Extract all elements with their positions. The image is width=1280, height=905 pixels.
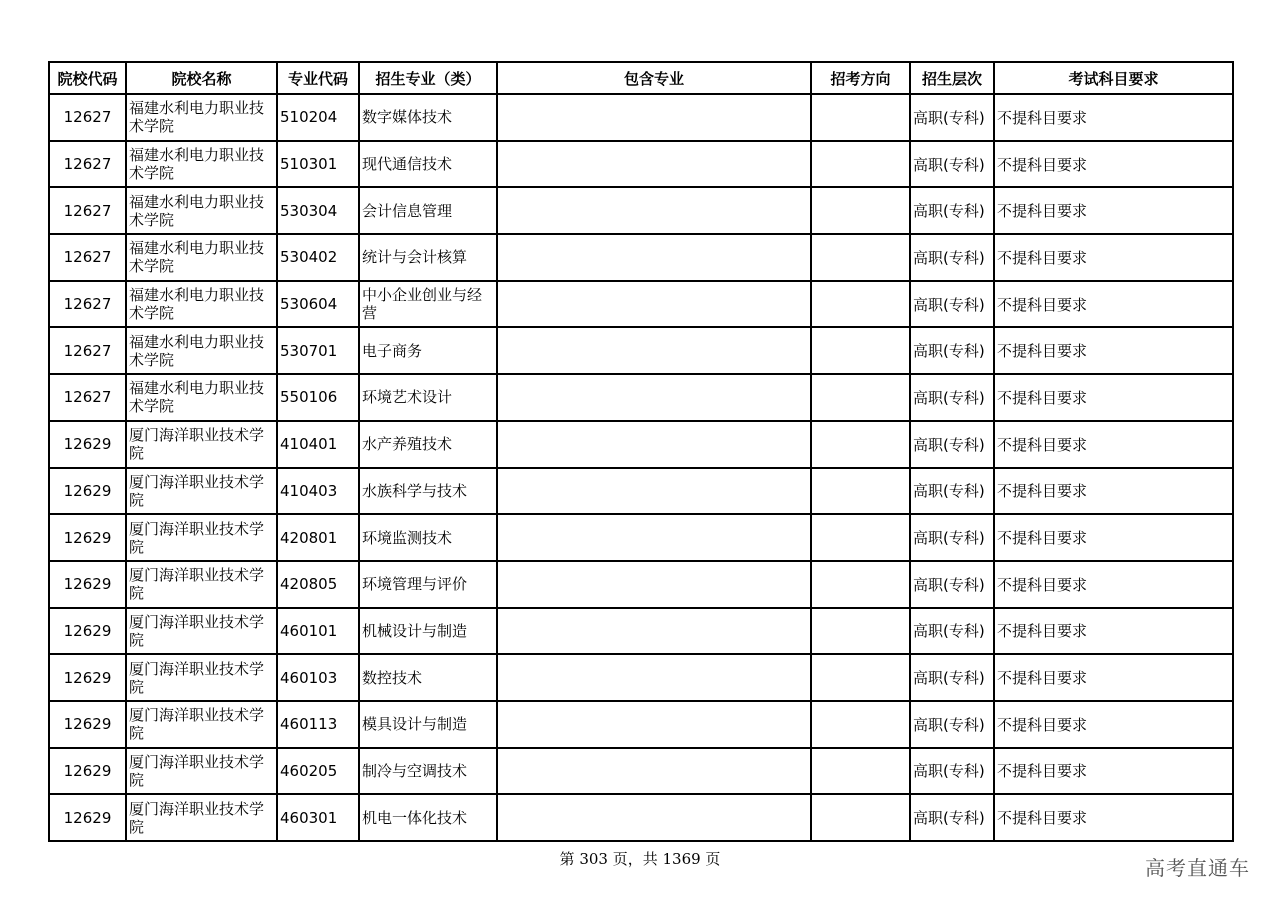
table-row <box>49 514 1233 561</box>
cell-direction <box>811 608 910 655</box>
cell-major: 会计信息管理 <box>359 187 497 234</box>
cell-school-code: 12629 <box>49 561 126 608</box>
cell-subject-requirement: 不提科目要求 <box>994 514 1233 561</box>
cell-school-name: 厦门海洋职业技术学院 <box>126 794 277 841</box>
cell-direction <box>811 654 910 701</box>
cell-major: 数字媒体技术 <box>359 94 497 141</box>
cell-major-code: 530402 <box>277 234 359 281</box>
cell-major: 环境管理与评价 <box>359 561 497 608</box>
cell-school-name: 厦门海洋职业技术学院 <box>126 468 277 515</box>
cell-school-code: 12629 <box>49 608 126 655</box>
cell-included-majors <box>497 94 811 141</box>
cell-school-code: 12629 <box>49 468 126 515</box>
admissions-table <box>48 61 1234 842</box>
cell-major-code: 510204 <box>277 94 359 141</box>
header-school-code: 院校代码 <box>49 62 126 94</box>
cell-level: 高职(专科) <box>910 94 994 141</box>
table-row <box>49 654 1233 701</box>
cell-included-majors <box>497 327 811 374</box>
cell-included-majors <box>497 281 811 328</box>
header-major: 招生专业（类） <box>359 62 497 94</box>
cell-school-name: 厦门海洋职业技术学院 <box>126 654 277 701</box>
cell-school-code: 12629 <box>49 421 126 468</box>
table-row <box>49 94 1233 141</box>
cell-level: 高职(专科) <box>910 608 994 655</box>
cell-major: 模具设计与制造 <box>359 701 497 748</box>
table-row <box>49 327 1233 374</box>
cell-subject-requirement: 不提科目要求 <box>994 187 1233 234</box>
cell-level: 高职(专科) <box>910 141 994 188</box>
cell-school-code: 12627 <box>49 281 126 328</box>
cell-school-code: 12627 <box>49 327 126 374</box>
cell-direction <box>811 281 910 328</box>
cell-school-name: 厦门海洋职业技术学院 <box>126 608 277 655</box>
watermark-text: 高考直通车 <box>1145 856 1250 880</box>
cell-school-code: 12629 <box>49 794 126 841</box>
cell-included-majors <box>497 608 811 655</box>
cell-major-code: 460301 <box>277 794 359 841</box>
cell-school-name: 厦门海洋职业技术学院 <box>126 561 277 608</box>
cell-school-name: 福建水利电力职业技术学院 <box>126 234 277 281</box>
cell-school-name: 福建水利电力职业技术学院 <box>126 187 277 234</box>
cell-school-code: 12627 <box>49 374 126 421</box>
header-subject-requirement: 考试科目要求 <box>994 62 1233 94</box>
cell-school-name: 福建水利电力职业技术学院 <box>126 141 277 188</box>
cell-included-majors <box>497 141 811 188</box>
cell-subject-requirement: 不提科目要求 <box>994 234 1233 281</box>
cell-direction <box>811 468 910 515</box>
cell-subject-requirement: 不提科目要求 <box>994 374 1233 421</box>
cell-direction <box>811 748 910 795</box>
cell-major: 现代通信技术 <box>359 141 497 188</box>
cell-included-majors <box>497 654 811 701</box>
table-row <box>49 468 1233 515</box>
cell-school-name: 福建水利电力职业技术学院 <box>126 281 277 328</box>
cell-major: 机电一体化技术 <box>359 794 497 841</box>
cell-major-code: 460101 <box>277 608 359 655</box>
page-number: 第 303 页，共 1369 页 <box>559 850 721 868</box>
cell-school-name: 福建水利电力职业技术学院 <box>126 94 277 141</box>
cell-level: 高职(专科) <box>910 514 994 561</box>
cell-subject-requirement: 不提科目要求 <box>994 561 1233 608</box>
cell-major: 制冷与空调技术 <box>359 748 497 795</box>
cell-subject-requirement: 不提科目要求 <box>994 421 1233 468</box>
table-row <box>49 374 1233 421</box>
header-school-name: 院校名称 <box>126 62 277 94</box>
cell-major-code: 410401 <box>277 421 359 468</box>
cell-school-code: 12627 <box>49 187 126 234</box>
cell-major-code: 460113 <box>277 701 359 748</box>
cell-level: 高职(专科) <box>910 468 994 515</box>
cell-major-code: 420805 <box>277 561 359 608</box>
cell-major: 环境艺术设计 <box>359 374 497 421</box>
cell-direction <box>811 327 910 374</box>
cell-included-majors <box>497 748 811 795</box>
table-row <box>49 281 1233 328</box>
cell-school-name: 厦门海洋职业技术学院 <box>126 421 277 468</box>
table-row <box>49 701 1233 748</box>
cell-school-code: 12629 <box>49 514 126 561</box>
table-row <box>49 608 1233 655</box>
cell-major: 数控技术 <box>359 654 497 701</box>
header-major-code: 专业代码 <box>277 62 359 94</box>
cell-level: 高职(专科) <box>910 327 994 374</box>
cell-level: 高职(专科) <box>910 748 994 795</box>
cell-subject-requirement: 不提科目要求 <box>994 701 1233 748</box>
cell-school-code: 12627 <box>49 234 126 281</box>
cell-school-name: 厦门海洋职业技术学院 <box>126 514 277 561</box>
cell-subject-requirement: 不提科目要求 <box>994 794 1233 841</box>
cell-major: 统计与会计核算 <box>359 234 497 281</box>
table-row <box>49 794 1233 841</box>
cell-included-majors <box>497 794 811 841</box>
cell-major-code: 410403 <box>277 468 359 515</box>
cell-level: 高职(专科) <box>910 701 994 748</box>
cell-included-majors <box>497 234 811 281</box>
cell-major: 水产养殖技术 <box>359 421 497 468</box>
cell-subject-requirement: 不提科目要求 <box>994 141 1233 188</box>
cell-major-code: 530604 <box>277 281 359 328</box>
cell-direction <box>811 701 910 748</box>
cell-level: 高职(专科) <box>910 794 994 841</box>
cell-direction <box>811 514 910 561</box>
cell-subject-requirement: 不提科目要求 <box>994 94 1233 141</box>
cell-school-name: 厦门海洋职业技术学院 <box>126 748 277 795</box>
table-row <box>49 141 1233 188</box>
cell-major-code: 460205 <box>277 748 359 795</box>
cell-major-code: 420801 <box>277 514 359 561</box>
cell-major: 水族科学与技术 <box>359 468 497 515</box>
cell-subject-requirement: 不提科目要求 <box>994 327 1233 374</box>
cell-included-majors <box>497 468 811 515</box>
cell-direction <box>811 421 910 468</box>
header-included-majors: 包含专业 <box>497 62 811 94</box>
cell-school-name: 厦门海洋职业技术学院 <box>126 701 277 748</box>
cell-direction <box>811 187 910 234</box>
cell-subject-requirement: 不提科目要求 <box>994 468 1233 515</box>
cell-direction <box>811 374 910 421</box>
cell-school-code: 12629 <box>49 701 126 748</box>
cell-major: 机械设计与制造 <box>359 608 497 655</box>
cell-included-majors <box>497 374 811 421</box>
cell-included-majors <box>497 514 811 561</box>
cell-school-code: 12627 <box>49 141 126 188</box>
cell-subject-requirement: 不提科目要求 <box>994 748 1233 795</box>
table-row <box>49 421 1233 468</box>
cell-level: 高职(专科) <box>910 234 994 281</box>
cell-school-name: 福建水利电力职业技术学院 <box>126 374 277 421</box>
table-row <box>49 234 1233 281</box>
cell-direction <box>811 94 910 141</box>
cell-major-code: 460103 <box>277 654 359 701</box>
cell-level: 高职(专科) <box>910 281 994 328</box>
cell-level: 高职(专科) <box>910 374 994 421</box>
cell-level: 高职(专科) <box>910 421 994 468</box>
cell-subject-requirement: 不提科目要求 <box>994 608 1233 655</box>
cell-school-code: 12629 <box>49 748 126 795</box>
table-body <box>49 94 1233 841</box>
cell-major-code: 550106 <box>277 374 359 421</box>
cell-major: 电子商务 <box>359 327 497 374</box>
cell-level: 高职(专科) <box>910 187 994 234</box>
table-row <box>49 561 1233 608</box>
cell-school-code: 12629 <box>49 654 126 701</box>
table-row <box>49 748 1233 795</box>
cell-included-majors <box>497 701 811 748</box>
cell-subject-requirement: 不提科目要求 <box>994 281 1233 328</box>
cell-direction <box>811 561 910 608</box>
table-header-row <box>49 62 1233 94</box>
cell-included-majors <box>497 421 811 468</box>
cell-major-code: 530304 <box>277 187 359 234</box>
header-level: 招生层次 <box>910 62 994 94</box>
cell-major: 中小企业创业与经营 <box>359 281 497 328</box>
cell-included-majors <box>497 561 811 608</box>
cell-subject-requirement: 不提科目要求 <box>994 654 1233 701</box>
cell-included-majors <box>497 187 811 234</box>
table-row <box>49 187 1233 234</box>
cell-level: 高职(专科) <box>910 561 994 608</box>
cell-major: 环境监测技术 <box>359 514 497 561</box>
header-direction: 招考方向 <box>811 62 910 94</box>
cell-major-code: 530701 <box>277 327 359 374</box>
cell-school-code: 12627 <box>49 94 126 141</box>
cell-level: 高职(专科) <box>910 654 994 701</box>
cell-direction <box>811 234 910 281</box>
cell-school-name: 福建水利电力职业技术学院 <box>126 327 277 374</box>
cell-direction <box>811 141 910 188</box>
cell-major-code: 510301 <box>277 141 359 188</box>
cell-direction <box>811 794 910 841</box>
